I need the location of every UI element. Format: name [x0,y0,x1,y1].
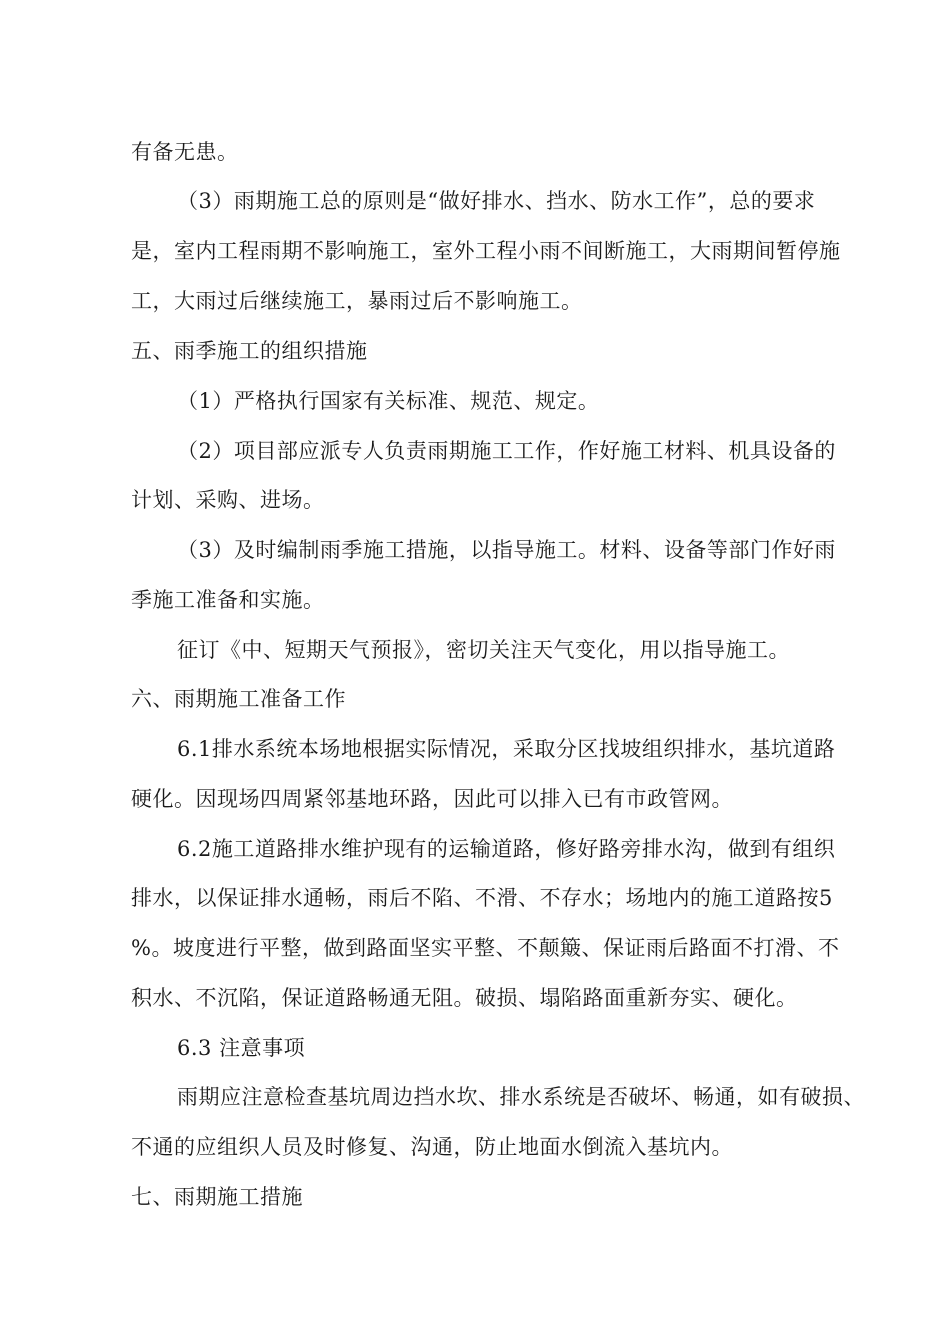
text-line: 工，大雨过后继续施工，暴雨过后不影响施工。 [131,289,583,313]
text-line: 有备无患。 [131,140,239,164]
text-line: （3）及时编制雨季施工措施，以指导施工。材料、设备等部门作好雨 [177,538,836,562]
text-line: 排水，以保证排水通畅，雨后不陷、不滑、不存水；场地内的施工道路按5 [131,886,833,910]
text-line: （3）雨期施工总的原则是“做好排水、挡水、防水工作”，总的要求 [177,189,816,213]
section-heading: 七、雨期施工措施 [131,1185,303,1209]
text-line: （2）项目部应派专人负责雨期施工工作，作好施工材料、机具设备的 [177,439,836,463]
section-heading: 六、雨期施工准备工作 [131,687,346,711]
section-heading: 五、雨季施工的组织措施 [131,339,368,363]
text-line: 雨期应注意检查基坑周边挡水坎、排水系统是否破坏、畅通，如有破损、 [177,1085,865,1109]
text-line: 计划、采购、进场。 [131,488,325,512]
text-line: 季施工准备和实施。 [131,588,325,612]
text-line: 6.1排水系统本场地根据实际情况，采取分区找坡组织排水，基坑道路 [177,737,836,761]
text-line: （1）严格执行国家有关标准、规范、规定。 [177,389,600,413]
subsection-heading: 6.3 注意事项 [177,1036,306,1060]
text-line: 积水、不沉陷，保证道路畅通无阻。破损、塌陷路面重新夯实、硬化。 [131,986,798,1010]
text-line: 不通的应组织人员及时修复、沟通，防止地面水倒流入基坑内。 [131,1135,733,1159]
text-line: %。坡度进行平整，做到路面坚实平整、不颠簸、保证雨后路面不打滑、不 [131,936,840,960]
text-line: 6.2施工道路排水维护现有的运输道路，修好路旁排水沟，做到有组织 [177,837,836,861]
text-line: 硬化。因现场四周紧邻基地环路，因此可以排入已有市政管网。 [131,787,733,811]
text-line: 征订《中、短期天气预报》，密切关注天气变化，用以指导施工。 [177,638,790,662]
text-line: 是，室内工程雨期不影响施工，室外工程小雨不间断施工，大雨期间暂停施 [131,239,841,263]
